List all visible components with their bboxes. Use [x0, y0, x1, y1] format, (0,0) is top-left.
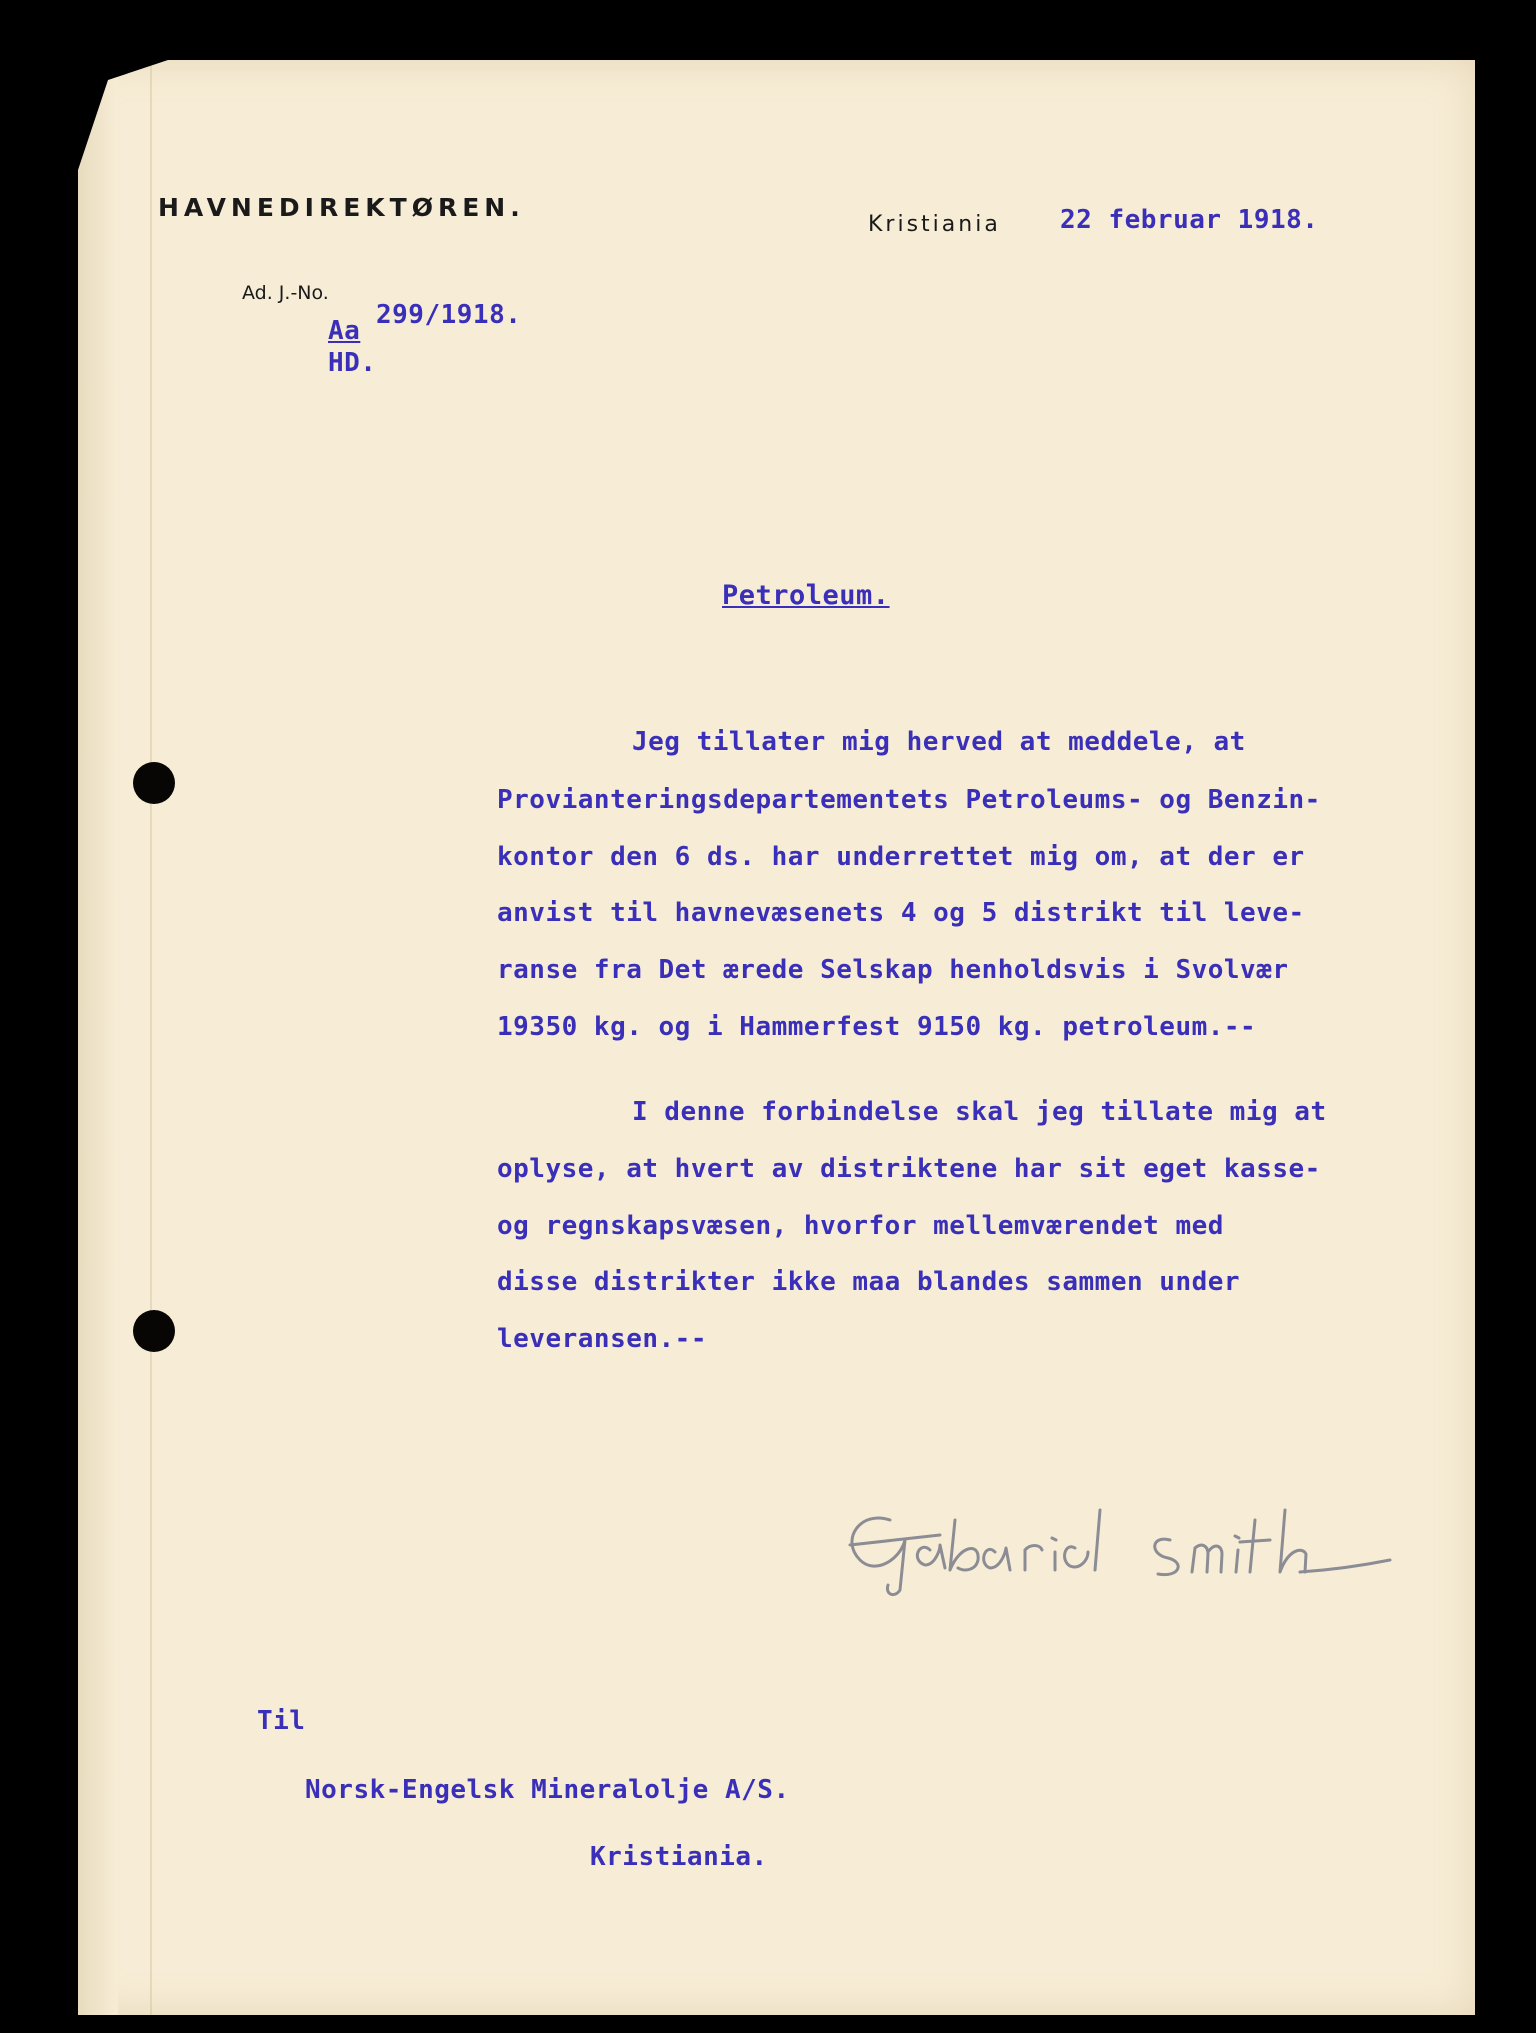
journal-code-bottom: HD.	[328, 348, 377, 378]
letter-date: 22 februar 1918.	[1060, 205, 1319, 235]
paragraph-2-line: disse distrikter ikke maa blandes sammen under	[497, 1267, 1241, 1297]
paragraph-1-line: 19350 kg. og i Hammerfest 9150 kg. petroleum.--	[497, 1012, 1257, 1042]
recipient-city: Kristiania.	[590, 1842, 768, 1872]
paragraph-2-line: leveransen.--	[497, 1324, 707, 1354]
subject-line: Petroleum.	[722, 580, 890, 611]
journal-number: 299/1918.	[376, 300, 522, 330]
recipient-to-label: Til	[257, 1706, 306, 1736]
paragraph-1-line: kontor den 6 ds. har underrettet mig om, at der er	[497, 842, 1305, 872]
place-label: Kristiania	[868, 212, 1001, 237]
recipient-name: Norsk-Engelsk Mineralolje A/S.	[305, 1775, 790, 1805]
paper-left-edge	[78, 60, 118, 2015]
punch-hole-top	[133, 762, 175, 804]
paragraph-1-line: Jeg tillater mig herved at meddele, at	[632, 727, 1246, 757]
paragraph-1-line: anvist til havnevæsenets 4 og 5 distrikt til leve-	[497, 898, 1305, 928]
journal-code-top: Aa	[328, 316, 361, 346]
handwritten-signature	[830, 1480, 1410, 1600]
paragraph-2-line: I denne forbindelse skal jeg tillate mig at	[632, 1097, 1327, 1127]
paper-fold-line	[150, 60, 152, 2015]
journal-label: Ad. J.-No.	[242, 282, 329, 304]
paragraph-1-line: ranse fra Det ærede Selskap henholdsvis i Svolvær	[497, 955, 1289, 985]
paragraph-1-line: Provianteringsdepartementets Petroleums- og Benzin-	[497, 785, 1321, 815]
sender-heading: HAVNEDIREKTØREN.	[158, 193, 525, 222]
paragraph-2-line: oplyse, at hvert av distriktene har sit eget kasse-	[497, 1154, 1321, 1184]
paragraph-2-line: og regnskapsvæsen, hvorfor mellemværendet med	[497, 1211, 1224, 1241]
torn-corner	[78, 60, 168, 170]
punch-hole-bottom	[133, 1310, 175, 1352]
